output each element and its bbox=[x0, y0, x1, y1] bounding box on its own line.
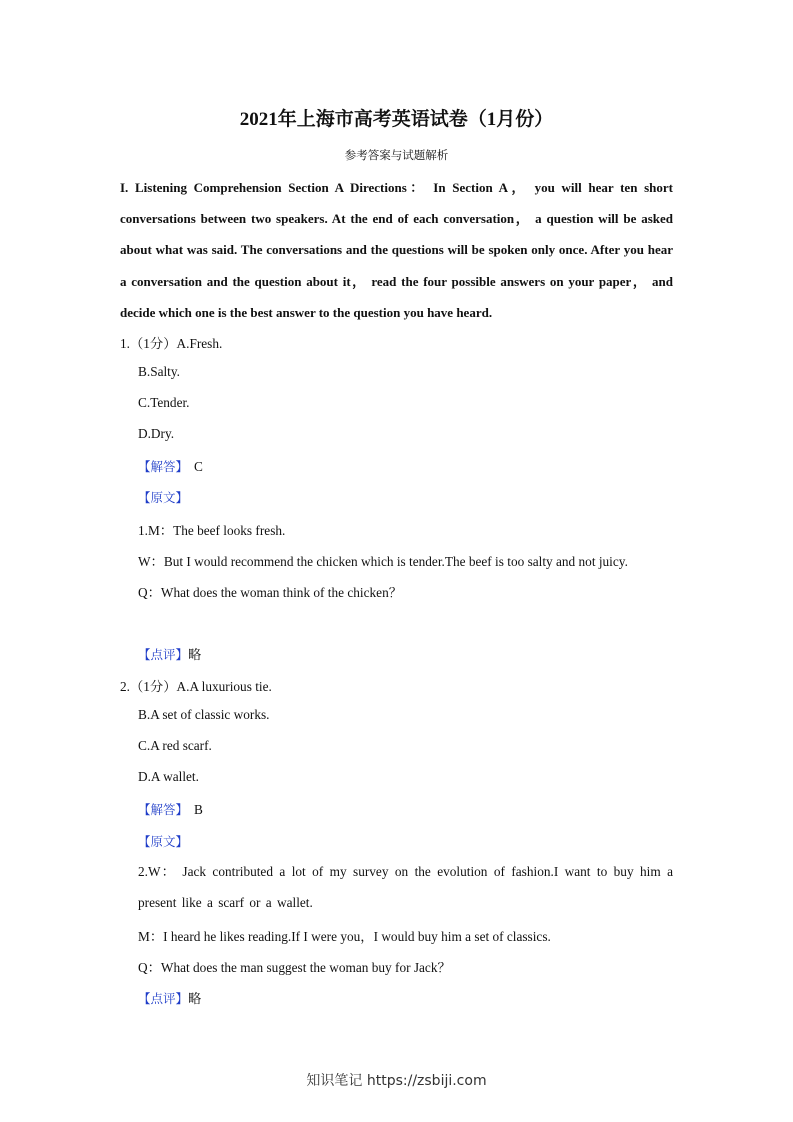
footer-watermark: 知识笔记 https://zsbiji.com bbox=[306, 1073, 487, 1089]
question-2-original bbox=[138, 832, 188, 850]
directions-paragraph: I. Listening Comprehension Section A Directions： In Section A， you will hear ten short conversations between two speakers. At the end of each conversation， a question will be asked about what was said. The conversations and the questions will be spoken only once. After you hear a conversation and the question about it， read the four possible answers on your paper， and decide which one is the best answer to the question you have heard. bbox=[120, 180, 673, 320]
page-subtitle: 参考答案与试题解析 bbox=[344, 148, 449, 162]
question-1-option-d: D.Dry. bbox=[138, 426, 175, 441]
answer-label: 【解答】 bbox=[138, 459, 189, 474]
answer-label: 【解答】 bbox=[138, 802, 189, 817]
original-label: 【原文】 bbox=[138, 490, 189, 505]
question-2-dialogue-1: 2.W： Jack contributed a lot of my survey on the evolution of fashion.I want to buy him a present like a scarf or a wallet. bbox=[138, 864, 673, 910]
answer-value: C bbox=[194, 459, 203, 474]
question-2-answer bbox=[138, 800, 203, 818]
comment-value: 略 bbox=[188, 991, 202, 1006]
question-2-option-c: C.A red scarf. bbox=[138, 738, 212, 753]
question-1-option-c: C.Tender. bbox=[138, 395, 190, 410]
question-2-option-d: D.A wallet. bbox=[138, 769, 199, 784]
comment-label: 【点评】 bbox=[138, 991, 189, 1006]
question-2-comment bbox=[138, 988, 201, 1007]
answer-value: B bbox=[194, 802, 203, 817]
question-1-head: 1.（1分）A.Fresh. bbox=[120, 336, 223, 351]
question-1-dialogue-1: 1.M：The beef looks fresh. bbox=[138, 523, 286, 538]
question-1-option-b: B.Salty. bbox=[138, 364, 180, 379]
page-title: 2021年上海市高考英语试卷（1月份） bbox=[239, 109, 554, 130]
comment-label: 【点评】 bbox=[138, 647, 189, 662]
comment-value: 略 bbox=[188, 647, 202, 662]
question-1-original bbox=[138, 488, 188, 506]
question-2-head: 2.（1分）A.A luxurious tie. bbox=[120, 679, 272, 694]
question-1-dialogue-3: Q：What does the woman think of the chicken？ bbox=[138, 585, 403, 600]
original-label: 【原文】 bbox=[138, 834, 189, 849]
question-1-comment bbox=[138, 644, 201, 663]
question-2-option-b: B.A set of classic works. bbox=[138, 707, 270, 722]
question-1-dialogue-2: W：But I would recommend the chicken which is tender.The beef is too salty and not juicy. bbox=[138, 554, 628, 569]
question-1-answer bbox=[138, 457, 203, 475]
question-2-dialogue-3: Q：What does the man suggest the woman buy for Jack？ bbox=[138, 960, 451, 975]
question-2-dialogue-2: M：I heard he likes reading.If I were you，I would buy him a set of classics. bbox=[138, 929, 551, 944]
